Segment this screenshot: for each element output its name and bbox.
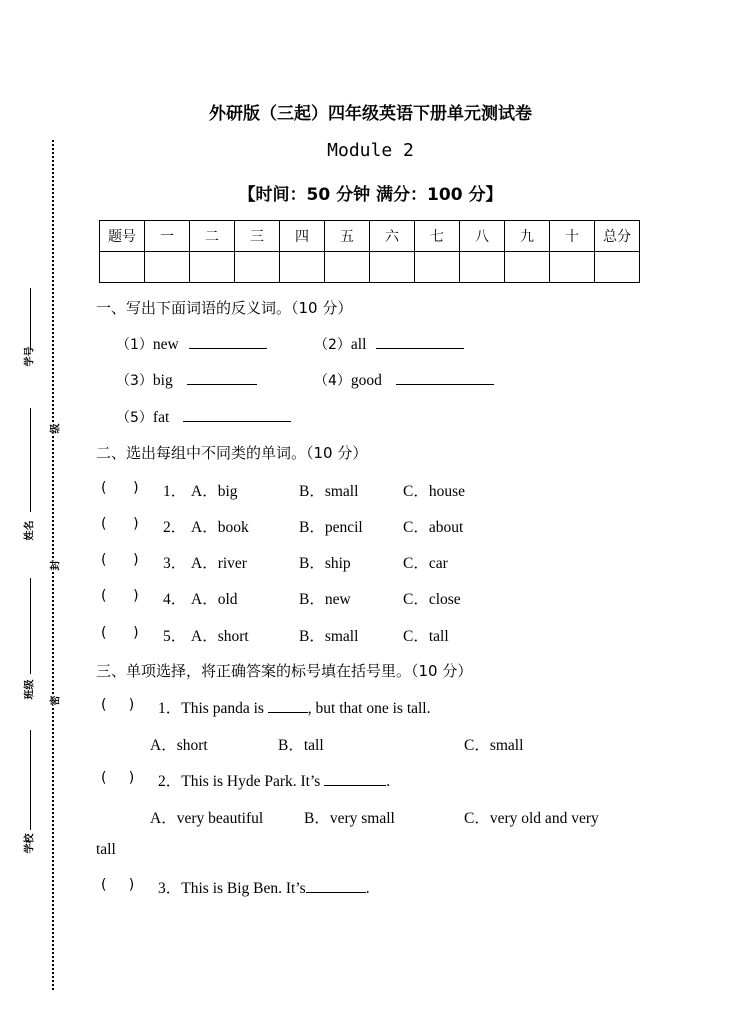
s2-option-a: A．old (191, 591, 238, 608)
score-header-cell: 一 (145, 221, 190, 252)
s1-item-number: （3） (116, 373, 153, 389)
s2-option-c: C．car (403, 555, 448, 572)
score-header-cell: 八 (460, 221, 505, 252)
answer-blank[interactable] (268, 698, 308, 713)
s2-option-c: C．close (403, 591, 461, 608)
module-title: Module 2 (327, 140, 414, 161)
score-header-cell: 九 (505, 221, 550, 252)
s1-item-number: （2） (314, 337, 351, 353)
s1-item-word: fat (152, 409, 170, 426)
score-header-cell: 四 (280, 221, 325, 252)
s1-item-2 (314, 334, 464, 354)
s3-q2-option-c: C．very old and very (464, 810, 599, 827)
student-id-label: 学号 (24, 346, 36, 367)
s3-q1-option-c: C．small (464, 737, 524, 754)
seal-mark-mi: 密 (47, 696, 62, 706)
s3-q3-text-after: . (365, 880, 370, 897)
answer-bracket[interactable]: ( ) (101, 697, 135, 713)
score-cell[interactable] (595, 252, 640, 283)
s3-q2-option-c-continued: tall (96, 841, 116, 858)
s2-option-b: B．small (299, 628, 359, 645)
s1-item-3 (116, 370, 257, 390)
s2-item-number: 1． (163, 483, 187, 500)
answer-blank[interactable] (376, 334, 464, 349)
score-cell[interactable] (235, 252, 280, 283)
answer-blank[interactable] (187, 370, 257, 385)
s2-item-number: 5． (163, 628, 187, 645)
score-cell[interactable] (460, 252, 505, 283)
s1-item-word: big (152, 372, 173, 389)
s1-item-4 (314, 370, 494, 390)
s2-option-c: C．house (403, 483, 466, 500)
s1-item-number: （1） (116, 337, 153, 353)
answer-bracket[interactable]: ( ) (101, 625, 139, 641)
answer-bracket[interactable]: ( ) (101, 480, 139, 496)
score-header-cell: 总分 (595, 221, 640, 252)
score-cell[interactable] (280, 252, 325, 283)
score-header-cell: 二 (190, 221, 235, 252)
score-cell[interactable] (370, 252, 415, 283)
score-cell[interactable] (190, 252, 235, 283)
score-cell[interactable] (100, 252, 145, 283)
s3-q1-stem (158, 696, 431, 718)
answer-bracket[interactable]: ( ) (101, 516, 139, 532)
answer-blank[interactable] (189, 334, 267, 349)
s2-option-b: B．ship (299, 555, 351, 572)
answer-bracket[interactable]: ( ) (101, 588, 139, 604)
s1-item-number: （5） (116, 410, 153, 426)
section1-heading: 一、写出下面词语的反义词。（10 分） (96, 299, 353, 317)
seal-mark-feng: 封 (47, 561, 62, 571)
s3-q2-text-before: This is Hyde Park. It’s (181, 773, 325, 790)
s2-option-c: C．tall (403, 628, 449, 645)
score-cell[interactable] (505, 252, 550, 283)
answer-bracket[interactable]: ( ) (101, 770, 135, 786)
s1-item-1 (116, 334, 267, 354)
score-table-blank-row (100, 252, 640, 283)
s3-q3-stem (158, 876, 370, 898)
score-header-cell: 六 (370, 221, 415, 252)
score-header-cell: 题号 (100, 221, 145, 252)
s3-q3-text-before: This is Big Ben. It’s (181, 880, 306, 897)
s1-item-word: new (152, 336, 179, 353)
s2-option-b: B．new (299, 591, 351, 608)
score-cell[interactable] (415, 252, 460, 283)
answer-blank[interactable] (396, 370, 494, 385)
answer-bracket[interactable]: ( ) (101, 877, 135, 893)
s3-q1-option-a: A．short (150, 737, 208, 754)
name-label: 姓名 (24, 520, 36, 541)
answer-blank[interactable] (306, 878, 366, 893)
student-id-line (30, 288, 31, 350)
score-cell[interactable] (145, 252, 190, 283)
score-table-header-row (100, 221, 640, 252)
answer-bracket[interactable]: ( ) (101, 552, 139, 568)
s2-item-number: 2． (163, 519, 187, 536)
score-cell[interactable] (325, 252, 370, 283)
s3-q2-number: 2． (158, 773, 182, 790)
score-header-cell: 十 (550, 221, 595, 252)
s3-q1-text-before: This panda is (181, 700, 268, 717)
page-title: 外研版（三起）四年级英语下册单元测试卷 (209, 104, 532, 124)
score-table (99, 220, 640, 283)
s2-option-b: B．pencil (299, 519, 363, 536)
s2-option-a: A．short (191, 628, 249, 645)
s3-q1-text-after: , but that one is tall. (307, 700, 431, 717)
score-cell[interactable] (550, 252, 595, 283)
s2-option-b: B．small (299, 483, 359, 500)
s1-item-word: all (350, 336, 367, 353)
s3-q1-number: 1． (158, 700, 182, 717)
score-header-cell: 三 (235, 221, 280, 252)
answer-blank[interactable] (183, 407, 291, 422)
section2-heading: 二、选出每组中不同类的单词。（10 分） (96, 444, 368, 462)
s3-q3-number: 3． (158, 880, 182, 897)
school-line (30, 730, 31, 830)
school-label: 学校 (24, 833, 36, 854)
class-label: 班级 (24, 679, 36, 700)
s3-q2-text-after: . (386, 773, 391, 790)
s1-item-5 (116, 407, 291, 427)
s3-q2-stem (158, 769, 390, 791)
s3-q1-option-b: B．tall (278, 737, 324, 754)
score-header-cell: 七 (415, 221, 460, 252)
time-info: 【时间：50 分钟 满分：100 分】 (238, 185, 503, 205)
s1-item-number: （4） (314, 373, 351, 389)
s2-item-number: 4． (163, 591, 187, 608)
s2-item-number: 3． (163, 555, 187, 572)
answer-blank[interactable] (324, 771, 386, 786)
class-line (30, 578, 31, 674)
section3-heading: 三、单项选择，将正确答案的标号填在括号里。（10 分） (96, 662, 473, 680)
s3-q2-option-a: A．very beautiful (150, 810, 264, 827)
seal-mark-ji: 级 (47, 424, 62, 434)
s3-q2-option-b: B．very small (304, 810, 395, 827)
score-header-cell: 五 (325, 221, 370, 252)
s2-option-a: A．book (191, 519, 249, 536)
s2-option-a: A．big (191, 483, 238, 500)
name-line (30, 408, 31, 512)
s1-item-word: good (350, 372, 382, 389)
s2-option-a: A．river (191, 555, 247, 572)
s2-option-c: C．about (403, 519, 464, 536)
